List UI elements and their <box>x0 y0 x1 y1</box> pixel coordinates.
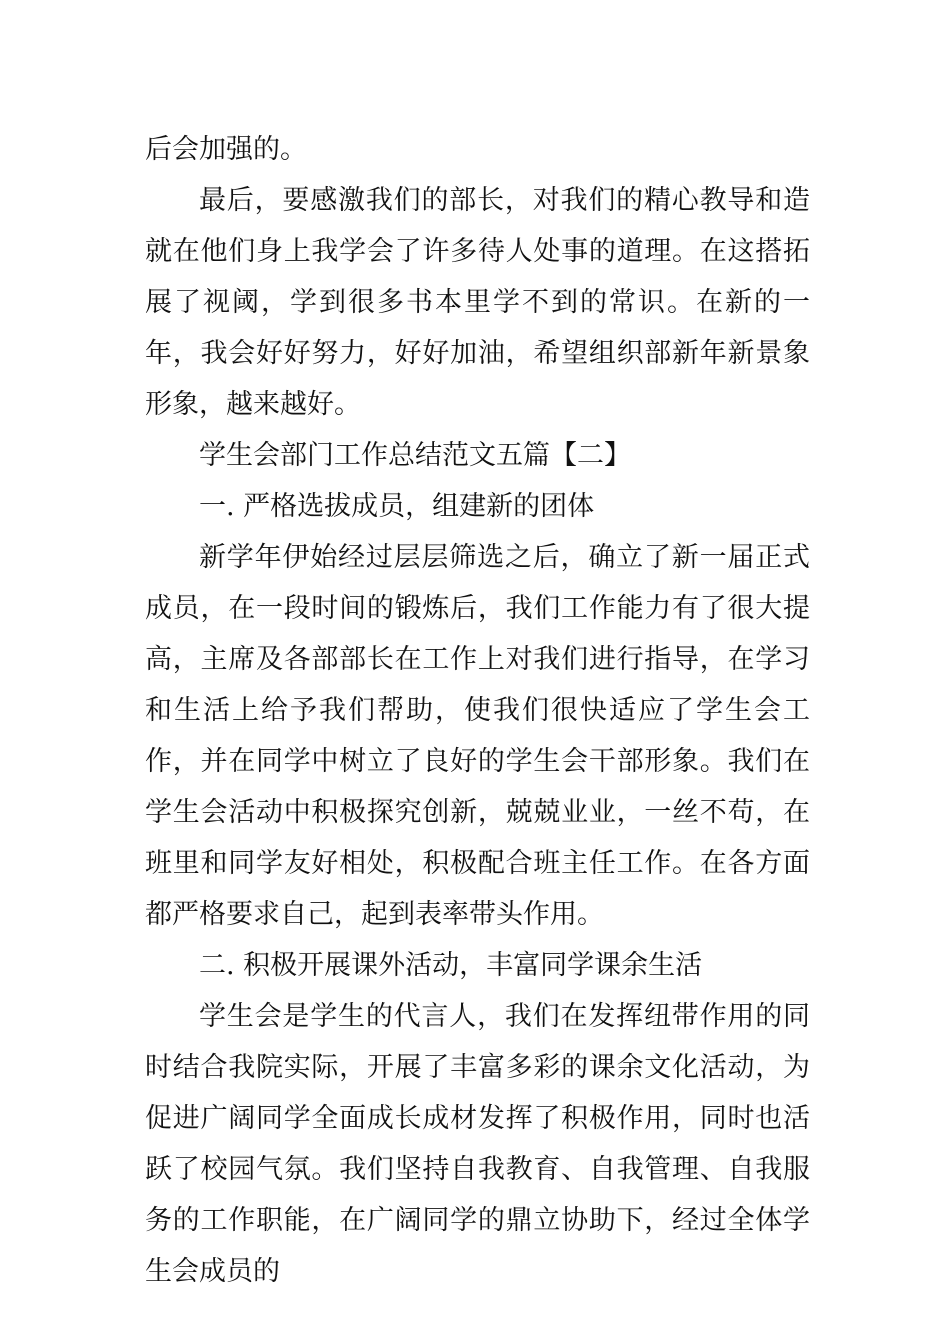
subheading-2: 二. 积极开展课外活动，丰富同学课余生活 <box>199 950 703 981</box>
section-title: 学生会部门工作总结范文五篇【二】 <box>199 440 631 471</box>
thanks-paragraph: 最后，要感激我们的部长，对我们的精心教导和造就在他们身上我学会了许多待人处事的道理。在这搭拓展了视阈，学到很多书本里学不到的常识。在新的一年，我会好好努力，好好加油，希望组织部新年新景象形象，越来越好。 <box>145 185 810 420</box>
document-body <box>145 124 810 1297</box>
continued-paragraph: 后会加强的。 <box>145 134 307 165</box>
body-paragraph-1: 新学年伊始经过层层筛选之后，确立了新一届正式成员，在一段时间的锻炼后，我们工作能力有了很大提高，主席及各部部长在工作上对我们进行指导，在学习和生活上给予我们帮助，使我们很快适应了学生会工作，并在同学中树立了良好的学生会干部形象。我们在学生会活动中积极探究创新，兢兢业业，一丝不苟，在班里和同学友好相处，积极配合班主任工作。在各方面都严格要求自己，起到表率带头作用。 <box>145 542 810 930</box>
body-paragraph-2: 学生会是学生的代言人，我们在发挥纽带作用的同时结合我院实际，开展了丰富多彩的课余文化活动，为促进广阔同学全面成长成材发挥了积极作用，同时也活跃了校园气氛。我们坚持自我教育、自我管理、自我服务的工作职能，在广阔同学的鼎立协助下，经过全体学生会成员的 <box>145 1001 810 1287</box>
subheading-1: 一. 严格选拔成员，组建新的团体 <box>199 491 595 522</box>
